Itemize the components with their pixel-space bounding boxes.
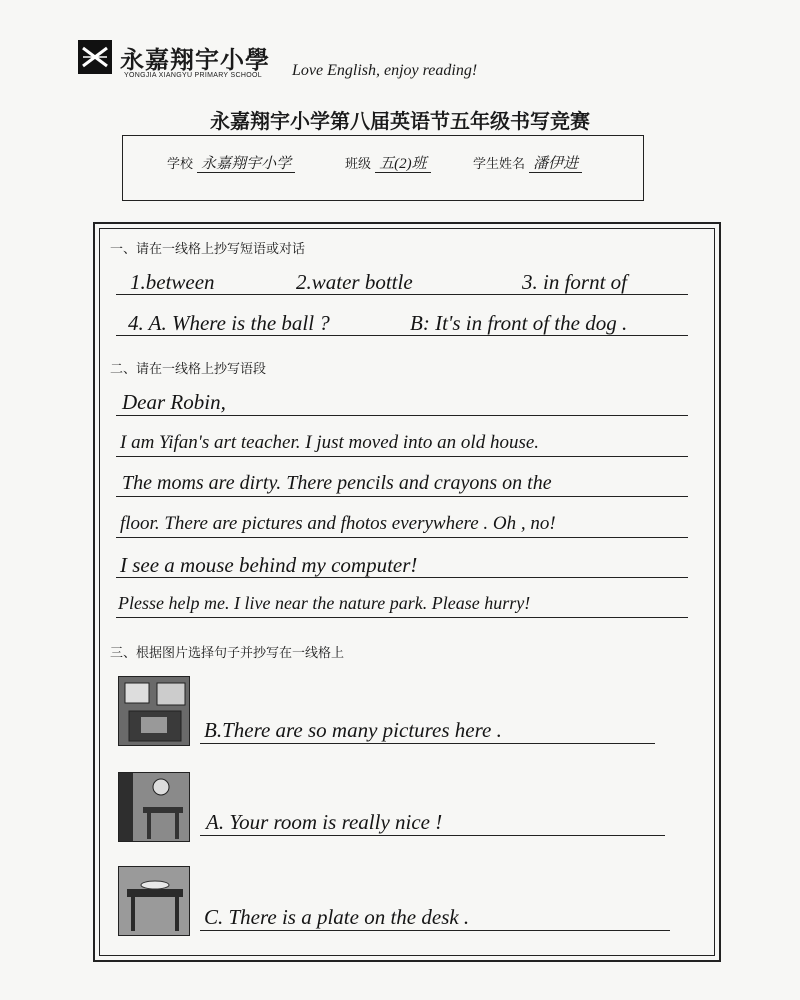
s1-dialog-b: B: It's in front of the dog . [410,311,628,335]
writing-line [116,496,688,497]
student-info-box [122,135,644,201]
writing-line [116,415,688,416]
s2-line-6: Plesse help me. I live near the nature park. Please hurry! [118,593,531,613]
nice-room-image [118,772,190,842]
school-label: 学校 [167,157,194,172]
name-field [473,152,582,173]
writing-line [116,537,688,538]
section3-heading: 三、根据图片选择句子并抄写在一线格上 [110,646,345,661]
writing-line [200,743,655,744]
s3-answer-2: A. Your room is really nice ! [206,810,443,834]
school-value: 永嘉翔宇小学 [197,156,295,173]
s1-phrase-1: 1.between [130,270,215,294]
s2-line-1: Dear Robin, [122,390,226,414]
writing-line [200,835,665,836]
section2-heading: 二、请在一线格上抄写语段 [110,362,267,377]
writing-line [116,617,688,618]
class-value: 五(2)班 [375,156,431,173]
page-title: 永嘉翔宇小学第八届英语节五年级书写竞赛 [210,109,590,133]
s2-line-3: The moms are dirty. There pencils and crayons on the [122,472,552,494]
s3-answer-1: B.There are so many pictures here . [204,718,502,742]
writing-line [116,456,688,457]
school-field [167,152,295,173]
answer-frame-inner [99,228,715,956]
slogan: Love English, enjoy reading! [292,62,478,79]
s1-phrase-2: 2.water bottle [296,270,413,294]
s1-dialog-a: 4. A. Where is the ball ? [128,311,330,335]
writing-line [200,930,670,931]
s2-line-4: floor. There are pictures and fhotos everywhere . Oh , no! [120,513,556,534]
class-field [345,152,431,173]
name-label: 学生姓名 [473,157,526,172]
school-logo-icon [78,40,112,74]
plate-on-desk-image [118,866,190,936]
school-logo-name: 永嘉翔宇小學 [120,45,270,74]
s1-phrase-3: 3. in fornt of [522,270,628,294]
school-logo-english: YONGJIA XIANGYU PRIMARY SCHOOL [124,72,262,79]
name-value: 潘伊进 [529,156,582,173]
class-label: 班级 [345,157,372,172]
section1-heading: 一、请在一线格上抄写短语或对话 [110,242,306,257]
s2-line-5: I see a mouse behind my computer! [120,553,418,577]
room-pictures-image [118,676,190,746]
s3-answer-3: C. There is a plate on the desk . [204,905,470,929]
s2-line-2: I am Yifan's art teacher. I just moved into an old house. [120,432,540,453]
